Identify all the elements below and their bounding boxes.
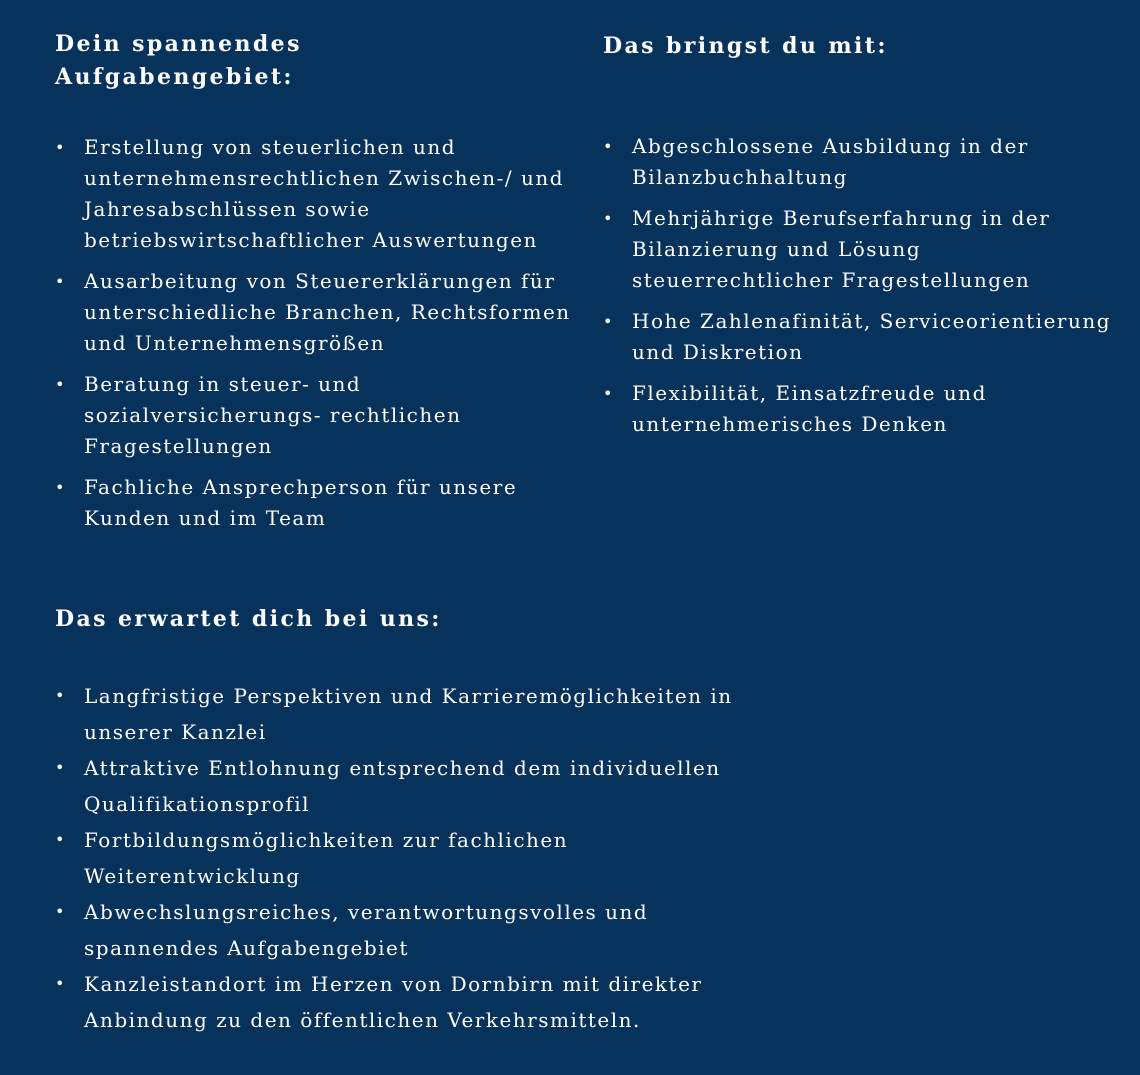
list-item-text: Beratung in steuer- und sozialversicherungs- rechtlichen Fragestellungen: [84, 372, 462, 458]
bullet-icon: •: [55, 138, 66, 157]
bullet-icon: •: [603, 209, 614, 228]
list-item-text: Abwechslungsreiches, verantwortungsvolles und spannendes Aufgabengebiet: [84, 900, 649, 960]
offer-section: [55, 603, 755, 1038]
bullet-icon: •: [603, 137, 614, 156]
list-item-text: Erstellung von steuerlichen und unternehmensrechtlichen Zwischen-/ und Jahresabschlüssen sowie betriebswirtschaftlicher Auswertungen: [84, 135, 565, 252]
list-item: [55, 750, 755, 822]
bullet-icon: •: [55, 375, 66, 394]
list-item-text: Flexibilität, Einsatzfreude und unternehmerisches Denken: [632, 381, 987, 436]
profile-section: [603, 30, 1113, 450]
bullet-icon: •: [603, 312, 614, 331]
list-item: [603, 203, 1113, 296]
profile-heading: Das bringst du mit:: [603, 33, 888, 59]
tasks-section: [55, 28, 575, 544]
bullet-icon: •: [55, 758, 66, 777]
bullet-icon: •: [603, 384, 614, 403]
list-item-text: Fachliche Ansprechperson für unsere Kunden und im Team: [84, 475, 518, 530]
bullet-icon: •: [55, 974, 66, 993]
tasks-list: [55, 132, 575, 534]
list-item: [55, 894, 755, 966]
list-item: [55, 369, 575, 462]
bullet-icon: •: [55, 902, 66, 921]
list-item: [55, 472, 575, 534]
list-item: [55, 966, 755, 1038]
list-item: [603, 306, 1113, 368]
offer-heading: Das erwartet dich bei uns:: [55, 606, 442, 632]
list-item-text: Abgeschlossene Ausbildung in der Bilanzbuchhaltung: [632, 134, 1029, 189]
tasks-heading: [55, 28, 575, 94]
list-item-text: Kanzleistandort im Herzen von Dornbirn mit direkter Anbindung zu den öffentlichen Verkehrsmitteln.: [84, 972, 703, 1032]
list-item-text: Fortbildungsmöglichkeiten zur fachlichen Weiterentwicklung: [84, 828, 569, 888]
bullet-icon: •: [55, 478, 66, 497]
profile-list: [603, 131, 1113, 440]
list-item: [55, 132, 575, 256]
tasks-heading-line1: Dein spannendes: [55, 31, 302, 57]
list-item: [603, 131, 1113, 193]
list-item-text: Attraktive Entlohnung entsprechend dem individuellen Qualifikationsprofil: [84, 756, 721, 816]
list-item: [603, 378, 1113, 440]
list-item-text: Mehrjährige Berufserfahrung in der Bilanzierung und Lösung steuerrechtlicher Fragestellungen: [632, 206, 1051, 292]
list-item-text: Hohe Zahlenafinität, Serviceorientierung und Diskretion: [632, 309, 1112, 364]
list-item-text: Langfristige Perspektiven und Karrieremöglichkeiten in unserer Kanzlei: [84, 684, 733, 744]
offer-list: [55, 678, 755, 1038]
list-item: [55, 822, 755, 894]
tasks-heading-line2: Aufgabengebiet:: [55, 64, 294, 90]
list-item-text: Ausarbeitung von Steuererklärungen für unterschiedliche Branchen, Rechtsformen und Unternehmensgrößen: [84, 269, 571, 355]
bullet-icon: •: [55, 272, 66, 291]
bullet-icon: •: [55, 686, 66, 705]
list-item: [55, 678, 755, 750]
list-item: [55, 266, 575, 359]
bullet-icon: •: [55, 830, 66, 849]
